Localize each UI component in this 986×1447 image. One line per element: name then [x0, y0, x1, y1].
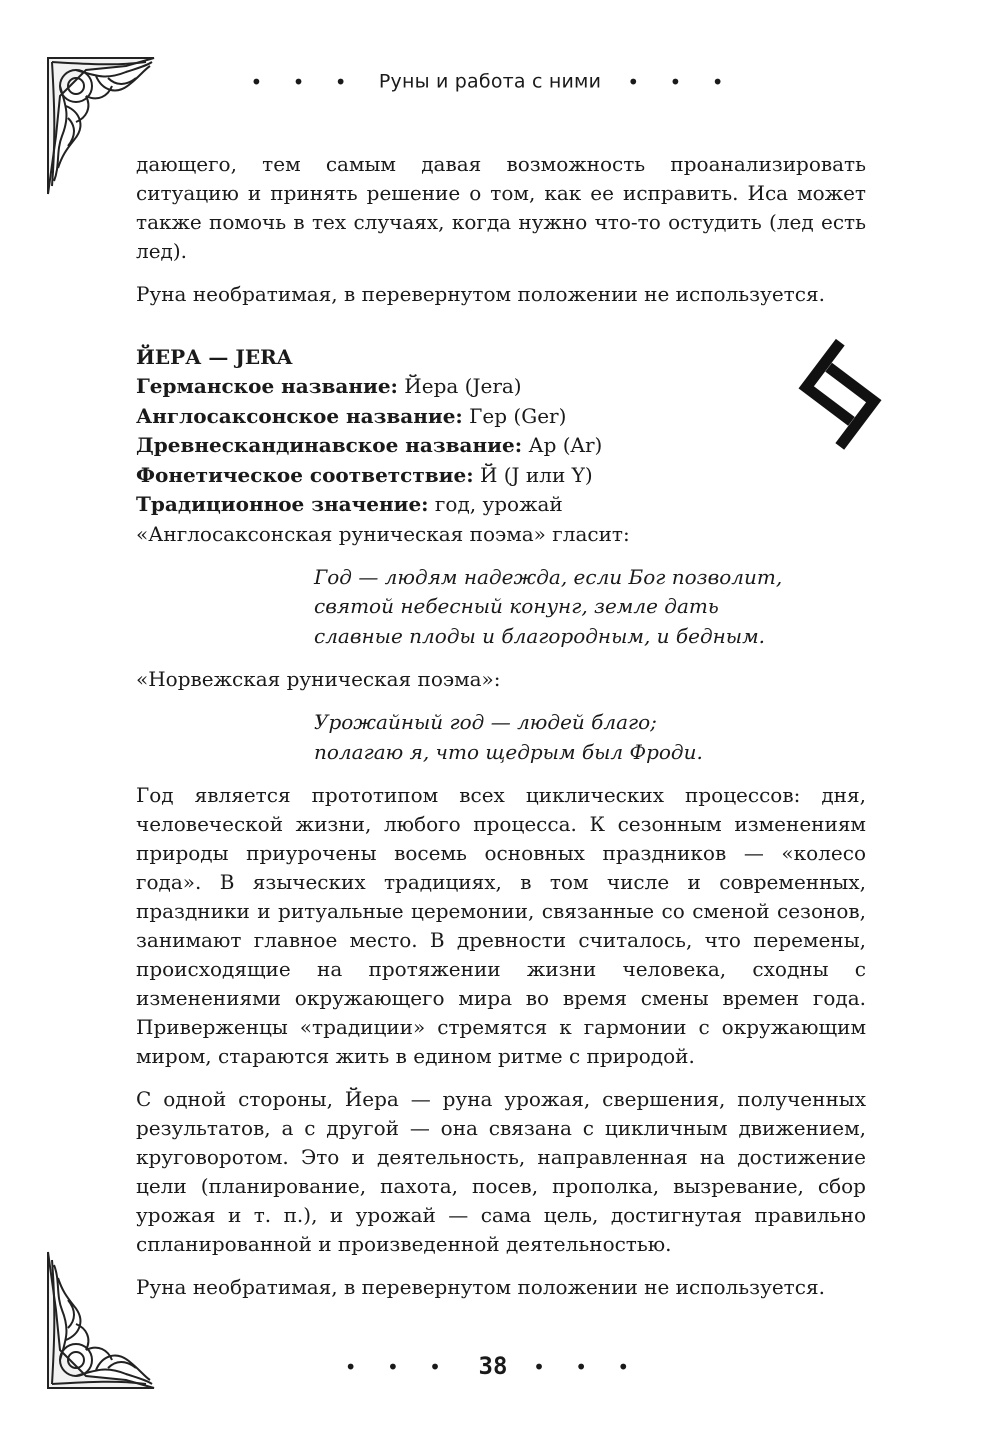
running-header — [0, 70, 986, 94]
page-footer — [0, 1352, 986, 1380]
rune-properties — [136, 372, 866, 520]
poem-norwegian — [314, 708, 866, 767]
page-number: 38 — [478, 1352, 508, 1380]
footer-dots-right: • • • — [533, 1355, 642, 1379]
rune-heading: ЙЕРА — JERA — [136, 345, 293, 369]
poem-intro-anglo-saxon: «Англосаксонская руническая поэма» гласит: — [136, 521, 630, 546]
property-meaning: Традиционное значение: год, урожай — [136, 492, 563, 516]
property-anglo-saxon-name: Англосаксонское название: Гер (Ger) — [136, 403, 567, 428]
paragraph-harvest: С одной стороны, Йера — руна урожая, свершения, полученных результатов, а с другой — она связана с цикличным движением, круговоротом. Это и деятельность, направленная на достижение цели (планирование, пахота, посев, прополка, вызревание, сбор урожая и т. п.), и урожай — сама цель, достигнутая правильно спланированной и произведенной деятельностью. — [136, 1087, 866, 1256]
poem-line: Год — людям надежда, если Бог позволит, — [314, 564, 783, 589]
property-old-norse-name: Древнескандинавское название: Ар (Ar) — [136, 433, 603, 457]
paragraph-cycle: Год является прототипом всех циклических процессов: дня, человеческой жизни, любого процесса. К сезонным изменениям природы приурочены восемь основных праздников — «колесо года». В языческих традициях, в том числе и современных, праздники и ритуальные церемонии, связанные со сменой сезонов, занимают главное место. В древности считалось, что перемены, происходящие на протяжении жизни человека, сходны с изменениями окружающего мира во время смены времен года. Приверженцы «традиции» стремятся к гармонии с окружающим миром, стараются жить в едином ритме с природой. — [136, 783, 866, 1068]
property-germanic-name: Германское название: Йера (Jera) — [136, 374, 522, 398]
poem-anglo-saxon — [314, 563, 866, 652]
poem-line: Урожайный год — людей благо; — [314, 710, 657, 734]
paragraph-irreversible-jera: Руна необратимая, в перевернутом положении не используется. — [136, 1275, 825, 1299]
paragraph-irreversible-isa: Руна необратимая, в перевернутом положении не используется. — [136, 282, 825, 306]
footer-dots-left: • • • — [344, 1355, 453, 1379]
property-phonetic: Фонетическое соответствие: Й (J или Y) — [136, 462, 593, 487]
running-header-title: Руны и работа с ними — [378, 70, 602, 93]
poem-intro-norwegian: «Норвежская руническая поэма»: — [136, 667, 501, 691]
poem-line: полагаю я, что щедрым был Фроди. — [314, 739, 703, 764]
header-dots-left: • • • — [250, 70, 359, 94]
header-dots-right: • • • — [627, 70, 736, 94]
poem-line: святой небесный конунг, земле дать — [314, 594, 719, 618]
paragraph-intro: дающего, тем самым давая возможность проанализировать ситуацию и принять решение о том, как ее исправить. Иса может также помочь в тех случаях, когда нужно что-то остудить (лед есть лед). — [136, 152, 866, 263]
main-content — [136, 150, 866, 1316]
poem-line: славные плоды и благородным, и бедным. — [314, 623, 766, 648]
